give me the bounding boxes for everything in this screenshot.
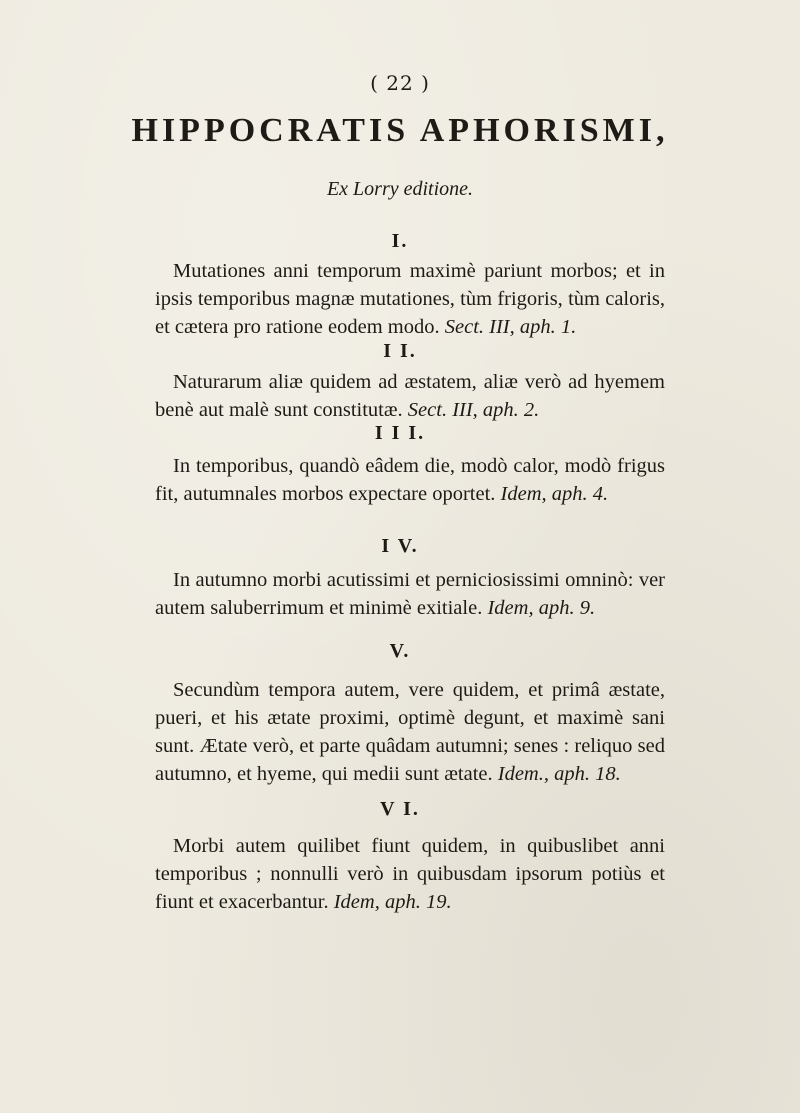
page-title: HIPPOCRATIS APHORISMI, bbox=[131, 112, 669, 149]
aphorism-5-body: Secundùm tempora autem, vere quidem, et primâ æstate, pueri, et his ætate proximi, optimè degunt, et maximè sani sunt. Ætate verò, et parte quâdam autumni; senes : reliquo sed autumno, et hyeme, qui medii sunt ætate. bbox=[155, 679, 665, 785]
aphorism-3-body: In temporibus, quandò eâdem die, modò calor, modò frigus fit, autumnales morbos expectare oportet. bbox=[155, 455, 665, 505]
page-number: ( 22 ) bbox=[370, 71, 430, 95]
aphorism-6-reference: Idem, aph. 19. bbox=[333, 891, 452, 913]
aphorism-1-body: Mutationes anni temporum maximè pariunt morbos; et in ipsis temporibus magnæ mutationes, tùm frigoris, tùm caloris, et cætera pro ratione eodem modo. bbox=[155, 260, 665, 338]
aphorism-4-body: In autumno morbi acutissimi et perniciosissimi omninò: ver autem saluberrimum et minimè exitiale. bbox=[155, 569, 665, 619]
aphorism-6-number: V I. bbox=[380, 798, 420, 820]
aphorism-4-number: I V. bbox=[381, 535, 419, 557]
aphorism-1-number: I. bbox=[391, 230, 409, 252]
aphorism-5-text bbox=[155, 676, 665, 788]
aphorism-3-number: I I I. bbox=[374, 422, 426, 444]
aphorism-1-reference: Sect. III, aph. 1. bbox=[444, 316, 577, 338]
aphorism-2-text bbox=[155, 368, 665, 424]
aphorism-6-text bbox=[155, 832, 665, 916]
aphorism-4-reference: Idem, aph. 9. bbox=[487, 597, 596, 619]
aphorism-3-reference: Idem, aph. 4. bbox=[500, 483, 609, 505]
aphorism-2-reference: Sect. III, aph. 2. bbox=[407, 399, 540, 421]
aphorism-2-body: Naturarum aliæ quidem ad æstatem, aliæ verò ad hyemem benè aut malè sunt constitutæ. bbox=[155, 371, 665, 421]
aphorism-5-number: V. bbox=[389, 640, 411, 662]
aphorism-1-text bbox=[155, 257, 665, 341]
aphorism-2-number: I I. bbox=[383, 340, 417, 362]
aphorism-4-text bbox=[155, 566, 665, 622]
aphorism-5-reference: Idem., aph. 18. bbox=[497, 763, 621, 785]
edition-subtitle: Ex Lorry editione. bbox=[326, 178, 474, 200]
aphorism-6-body: Morbi autem quilibet fiunt quidem, in quibuslibet anni temporibus ; nonnulli verò in quibusdam ipsorum potiùs et fiunt et exacerbantur. bbox=[155, 835, 665, 913]
aphorism-3-text bbox=[155, 452, 665, 508]
